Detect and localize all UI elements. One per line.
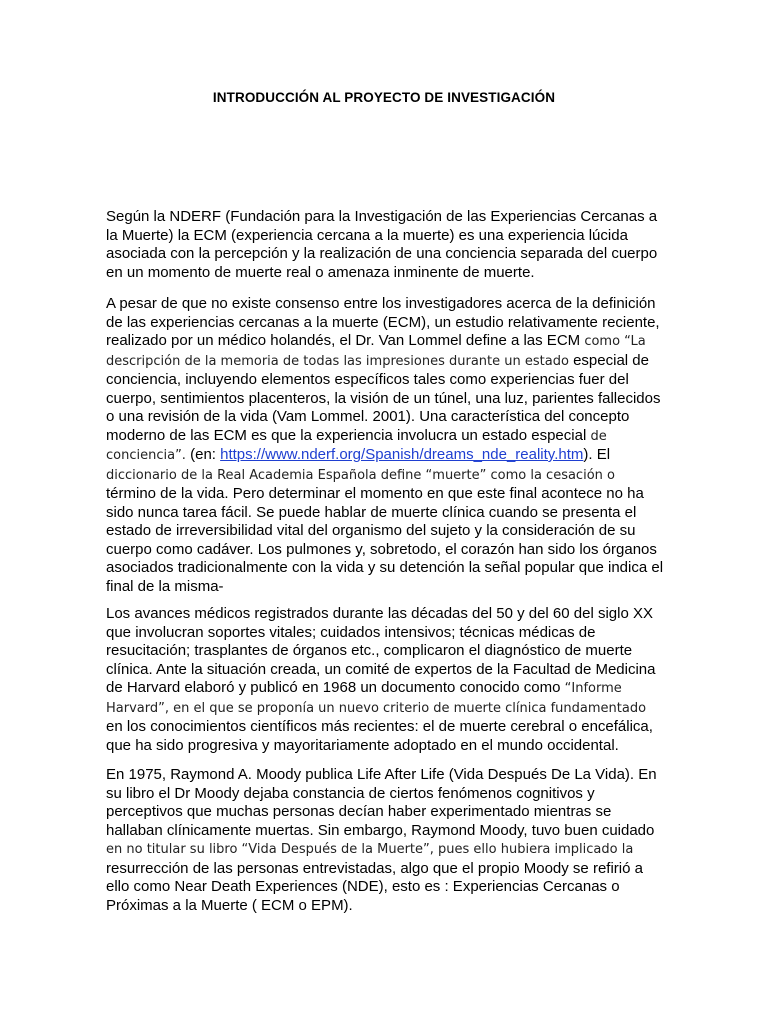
paragraph-text: A pesar de que no existe consenso entre los investigadores acerca de la definición de las experiencias cercanas a la muerte (ECM), un estudio relativamente reciente, realizado por un médico holandés, el Dr. Van Lommel define a las ECM — [106, 295, 660, 349]
paragraph-text: especial de conciencia, incluyendo elementos específicos tales como experiencias fuer del cuerpo, sentimientos placenteros, la visión de un túnel, una luz, parientes fallecidos o una revisión de la vida (Vam Lommel. 2001). Una característica del concepto moderno de las ECM es que la experiencia involucra un estado especial — [106, 351, 661, 444]
paragraph-text: en los conocimientos científicos más recientes: el de muerte cerebral o encefálica, que ha sido progresiva y mayoritariamente adoptado en el mundo occidental. — [106, 718, 653, 754]
rae-definition: diccionario de la Real Academia Española define “muerte” como la cesación o — [106, 467, 615, 483]
quoted-definition: como “La descripción de la memoria de todas las impresiones durante un estado — [106, 334, 646, 369]
paragraph-text: (en: — [185, 446, 221, 463]
paragraph-moody — [106, 766, 666, 915]
paragraph-text: ). El — [583, 446, 611, 463]
paragraph-text: Los avances médicos registrados durante las décadas del 50 y del 60 del siglo XX que involucran soportes vitales; cuidados intensivos; técnicas médicas de resucitación; trasplantes de órganos etc., complicaron el diagnóstico de muerte clínica. Ante la situación creada, un comité de expertos de la Facultad de Medicina de Harvard elaboró y publicó en 1968 un documento conocido como — [106, 605, 656, 696]
paragraph-medical-advances — [106, 605, 666, 755]
paragraph-text: En 1975, Raymond A. Moody publica Life After Life (Vida Después De La Vida). En su libro el Dr Moody dejaba constancia de ciertos fenómenos cognitivos y perceptivos que muchas personas decían haber experimentado mientras se hallaban clínicamente muertas. Sin embargo, Raymond Moody, tuvo buen cuidado — [106, 766, 657, 839]
quoted-definition-end: de conciencia”. — [106, 428, 607, 463]
book-title-note: en no titular su libro “Vida Después de la Muerte”, pues ello hubiera implicado la — [106, 842, 634, 857]
paragraph-text: resurrección de las personas entrevistadas, algo que el propio Moody se refirió a ello como Near Death Experiences (NDE), esto es : Experiencias Cercanas o Próximas a la Muerte ( ECM o EPM). — [106, 859, 643, 914]
paragraph-definition — [106, 295, 666, 596]
paragraph-text: término de la vida. Pero determinar el momento en que este final acontece no ha sido nunca tarea fácil. Se puede hablar de muerte clínica cuando se presenta el estado de irreversibilidad vital del organismo del sujeto y la consideración de su cuerpo como cadáver. Los pulmones y, sobretodo, el corazón han sido los órganos asociados tradicionalmente con la vida y su detención la señal popular que indica el final de la misma- — [106, 485, 664, 595]
document-title: INTRODUCCIÓN AL PROYECTO DE INVESTIGACIÓN — [212, 90, 556, 105]
harvard-report-text: “Informe Harvard”, en el que se proponía un nuevo criterio de muerte clínica fundamentado — [106, 681, 647, 716]
paragraph-intro: Según la NDERF (Fundación para la Investigación de las Experiencias Cercanas a la Muerte) la ECM (experiencia cercana a la muerte) es una experiencia lúcida asociada con la percepción y la realización de una conciencia separada del cuerpo en un momento de muerte real o amenaza inminente de muerte. — [106, 208, 658, 281]
nderf-link[interactable]: https://www.nderf.org/Spanish/dreams_nde_reality.htm — [220, 446, 584, 463]
